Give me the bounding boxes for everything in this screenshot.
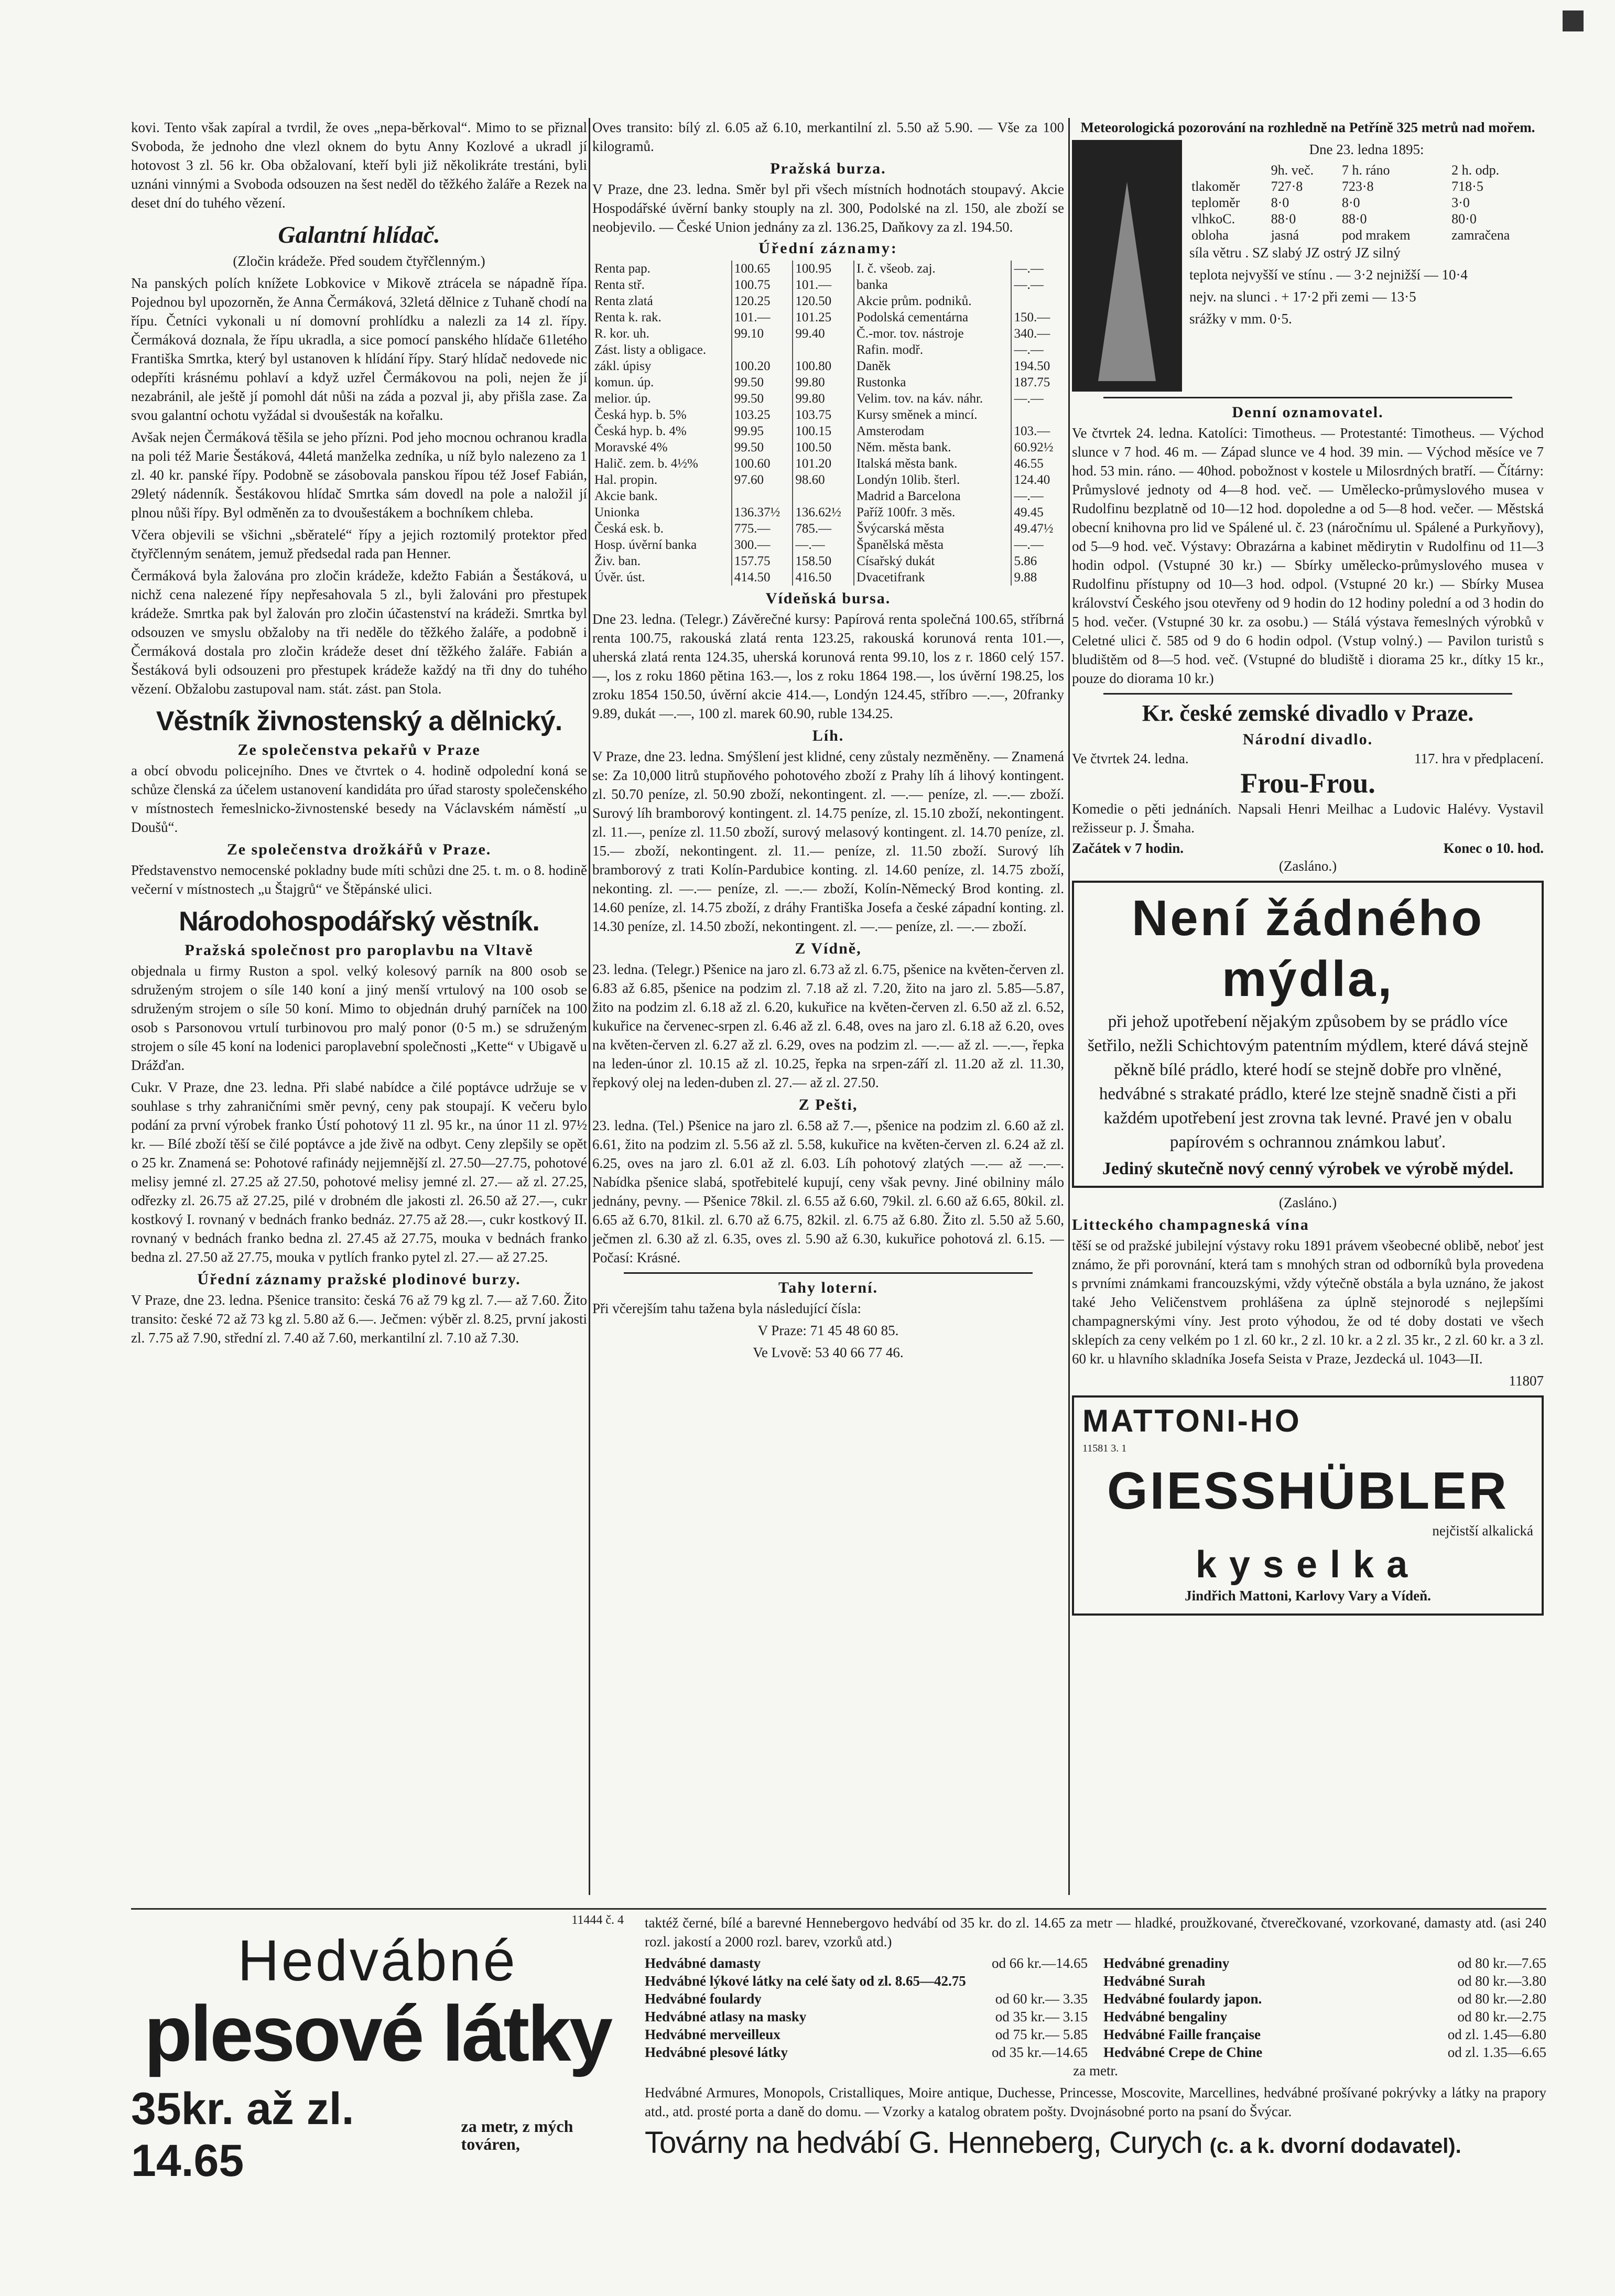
- weather-cell: vlhkoC.: [1191, 211, 1235, 226]
- stock-cell: Renta pap.: [592, 261, 732, 277]
- stock-cell: —.—: [1014, 278, 1044, 292]
- stock-cell: 60.92½: [1014, 440, 1054, 454]
- stock-cell: [1011, 293, 1064, 309]
- weather-cell: tlakoměr: [1191, 179, 1240, 194]
- stock-table: [592, 261, 1064, 586]
- fabric-name: Hedvábné plesové látky: [645, 2044, 788, 2060]
- za-metr: za metr.: [1073, 2063, 1118, 2078]
- fabric-item: [1103, 2008, 1546, 2026]
- stock-row: [592, 407, 1064, 423]
- stock-cell: 785.—: [793, 521, 854, 537]
- henneberg-intro: taktéž černé, bílé a barevné Hennebergovo hedvábí od 35 kr. do zl. 14.65 za metr — hladké, proužkované, čtverečkované, vzorkované, damasty atd. (asi 240 rozl. jakostí a 2000 rozl. barev, vzorků atd.): [645, 1915, 1546, 1950]
- column-3: [1072, 118, 1544, 1621]
- stock-cell: I. č. všeob. zaj.: [854, 261, 1011, 277]
- weather-row: [1189, 194, 1544, 211]
- tahy-lvov: Ve Lvově: 53 40 66 77 46.: [753, 1345, 904, 1360]
- stock-cell: Moravské 4%: [592, 439, 732, 456]
- stock-cell: Česká hyp. b. 4%: [592, 423, 732, 439]
- kyselka-subtitle: nejčistší alkalická: [1432, 1523, 1533, 1539]
- stock-cell: 99.50: [732, 439, 793, 456]
- heading-narodohospodarsky: Národohospodářský věstník.: [179, 906, 539, 937]
- stock-cell: 100.20: [732, 358, 793, 374]
- subheading-paroplavba: Pražská společnost pro paroplavbu na Vltavě: [185, 941, 534, 959]
- heading-tahy-loterni: Tahy loterní.: [778, 1279, 878, 1296]
- stock-cell: [732, 488, 793, 504]
- mattoni-address: Jindřich Mattoni, Karlovy Vary a Vídeň.: [1185, 1588, 1431, 1604]
- lih-paragraph: V Praze, dne 23. ledna. Smýšlení jest klidné, ceny zůstaly nezměněny. — Znamená se: Za 10,000 litrů stupňového pohotového zboží z Prahy líh á lihový kontingent. zl. 50.70 peníze, zl. 50.90 zboží, nekontingent. zl. —.— peníze, zl. —.— zboží. Surový líh bramborový kontingent. zl. 14.75 peníze, zl. 15.10 zboží, nekontingent. zl. 11.—, peníze zl. 11.50 zboží, surový melasový kontingent. zl. 14.70 peníze, zl. 15.— zboží, nekontingent. zl. 11.— peníze, zl. 11.50 zboží. Surový líh bramborový z trati Kolín-Pardubice konting. zl. 14.60 peníze, zl. 14.75 zboží, nekonting. zl. —.— peníze, zl. —.— zboží, Kolín-Německý Brod konting. zl. 14.60 peníze, zl. 14.75 zboží, z dráhy Františka Josefa a české západní konting. zl. 14.30 peníze, zl. 14.50 zboží, nekontingent. zl. —.— peníze, zl. —.— zboží.: [592, 749, 1064, 934]
- fabric-item: [645, 1954, 1088, 1972]
- met-temp-2: nejv. na slunci . + 17·2 při zemi — 13·5: [1189, 289, 1416, 305]
- weather-cell: 723·8: [1341, 179, 1374, 194]
- oves-paragraph: Oves transito: bílý zl. 6.05 až 6.10, merkantilní zl. 5.50 až 5.90. — Vše za 100 kilogramů.: [592, 120, 1064, 154]
- stock-cell: 5.86: [1014, 554, 1037, 568]
- fabric-list-left: [645, 1954, 1088, 2061]
- stock-cell: 136.37½: [732, 504, 793, 521]
- stock-row: [592, 374, 1064, 391]
- stock-cell: 99.95: [732, 423, 793, 439]
- heading-z-pesti: Z Pešti,: [798, 1096, 858, 1113]
- factory-subtitle: (c. a k. dvorní dodavatel).: [1209, 2135, 1461, 2158]
- heading-denni-oznamovatel: Denní oznamovatel.: [1232, 404, 1384, 421]
- stock-row: [592, 439, 1064, 456]
- fabric-name: Hedvábné Crepe de Chine: [1103, 2044, 1263, 2060]
- stock-cell: 99.80: [793, 374, 854, 391]
- price-range: 35kr. až zl. 14.65: [131, 2084, 354, 2186]
- stock-cell: [1011, 407, 1064, 423]
- stock-cell: 103.—: [1014, 424, 1050, 438]
- stock-cell: Č.-mor. tov. nástroje: [854, 326, 1011, 342]
- stock-cell: Česká hyp. b. 5%: [592, 407, 732, 423]
- stock-cell: 100.65: [732, 261, 793, 277]
- stock-cell: 98.60: [793, 472, 854, 488]
- stock-cell: Česká esk. b.: [592, 521, 732, 537]
- hedvabne-title: Hedvábné: [237, 1929, 517, 1993]
- heading-videnska-bursa: Vídeňská bursa.: [765, 590, 891, 607]
- weather-cell: teploměr: [1191, 195, 1240, 210]
- stock-cell: 416.50: [793, 569, 854, 586]
- champagne-number: 11807: [1509, 1373, 1544, 1389]
- mattoni-label: MATTONI-HO: [1082, 1403, 1302, 1438]
- stock-cell: 775.—: [732, 521, 793, 537]
- subheading-zlocin: (Zločin krádeže. Před soudem čtyřčlenným.): [233, 253, 485, 269]
- stock-cell: 101.—: [793, 277, 854, 293]
- met-time: 9h. več.: [1271, 163, 1314, 178]
- fabric-price: od zl. 1.45—6.80: [1447, 2027, 1546, 2042]
- stock-row: [592, 472, 1064, 488]
- weather-cell: pod mrakem: [1341, 228, 1411, 243]
- weather-cell: 88·0: [1341, 211, 1367, 226]
- stock-cell: 414.50: [732, 569, 793, 586]
- soap-advertisement: [1072, 881, 1544, 1188]
- stock-row: [592, 553, 1064, 569]
- factory-name: Továrny na hedvábí G. Henneberg, Curych: [645, 2126, 1202, 2160]
- weather-cell: 3·0: [1451, 195, 1470, 210]
- stock-cell: 120.25: [732, 293, 793, 309]
- stock-cell: 99.10: [732, 326, 793, 342]
- stock-cell: komun. úp.: [592, 374, 732, 391]
- z-vidne-paragraph: 23. ledna. (Telegr.) Pšenice na jaro zl. 6.73 až zl. 6.75, pšenice na květen-červen zl. 6.83 až 6.85, pšenice na podzim zl. 7.18 až zl. 7.20, žito na jaro zl. 5.85—5.87, žito na podzim zl. 6.18 až zl. 6.20, kukuřice na květen-červen zl. 6.50 až zl. 6.52, kukuřice na červenec-srpen zl. 6.46 až zl. 6.48, oves na jaro zl. 6.18 až 6.20, oves na květen-červen zl. 6.27 až zl. 6.29, oves na podzim zl. —.— až zl. —.—, řepka na leden-únor zl. 10.15 až zl. 10.25, řepka na srpen-září zl. 11.20 až zl. 11.30, řepkový olej na leden-duben zl. 27.— až zl. 27.50.: [592, 961, 1064, 1090]
- stock-cell: Hal. propin.: [592, 472, 732, 488]
- stock-cell: Švýcarská města: [854, 521, 1011, 537]
- heading-vestnik: Věstník živnostenský a dělnický.: [156, 706, 562, 737]
- fabric-name: Hedvábné grenadiny: [1103, 1955, 1230, 1971]
- hlidac-paragraph-2: Avšak nejen Čermáková těšila se jeho přízni. Pod jeho mocnou ochranou kradla na poli též Marie Šestáková, 44letá manželka zedníka, u níž bylo nalezeno za 1 zl. 40 kr. panské řípy. Podobně se zásobovala panskou řípou též Josef Fabián, 29letý nádenník. Šestákovou hlídač Smrtka sám dovedl na pole a naložil jí plnou nůši řípy. Byl odměněn za to dvoušestákem a bochníkem chleba.: [131, 429, 587, 521]
- weather-data: [1189, 140, 1544, 392]
- stock-cell: Živ. ban.: [592, 553, 732, 569]
- plesove-latky-title: plesové látky: [144, 1989, 611, 2077]
- fabric-name: Hedvábné foulardy japon.: [1103, 1991, 1262, 2007]
- weather-cell: 718·5: [1451, 179, 1483, 194]
- stock-row: [592, 261, 1064, 277]
- stock-cell: 120.50: [793, 293, 854, 309]
- fabric-price: od 80 kr.—7.65: [1457, 1955, 1546, 1971]
- subheading-plodinova-burza: Úřední záznamy pražské plodinové burzy.: [197, 1271, 521, 1288]
- fabric-item: [645, 2026, 1088, 2043]
- stock-cell: 103.75: [793, 407, 854, 423]
- play-description: Komedie o pěti jednáních. Napsali Henri Meilhac a Ludovic Halévy. Vystavil režisseur p. J. Šmaha.: [1072, 801, 1544, 836]
- fabric-price: od 35 kr.—14.65: [991, 2044, 1088, 2060]
- fabric-price: od 80 kr.—2.75: [1457, 2009, 1546, 2024]
- stock-cell: —.—: [1014, 489, 1044, 503]
- theatre-date-row: [1072, 751, 1544, 767]
- price-per: za metr, z mých továren,: [461, 2117, 573, 2153]
- column-2: [592, 118, 1064, 1365]
- weather-row: [1189, 211, 1544, 227]
- stock-cell: —.—: [1014, 392, 1044, 406]
- weather-cell: jasná: [1271, 228, 1299, 243]
- stock-cell: zákl. úpisy: [592, 358, 732, 374]
- stock-cell: Akcie bank.: [592, 488, 732, 504]
- fabric-price: od 66 kr.—14.65: [991, 1955, 1088, 1971]
- stock-cell: —.—: [793, 537, 854, 553]
- stock-cell: Italská města bank.: [854, 456, 1011, 472]
- stock-cell: Halič. zem. b. 4½%: [592, 456, 732, 472]
- fabric-price: od 35 kr.— 3.15: [995, 2009, 1088, 2024]
- stock-cell: 157.75: [732, 553, 793, 569]
- column-1: [131, 118, 587, 1350]
- stock-cell: 99.50: [732, 374, 793, 391]
- stock-cell: Madrid a Barcelona: [854, 488, 1011, 504]
- pekaru-paragraph: a obcí obvodu policejního. Dnes ve čtvrtek o 4. hodině odpolední koná se schůze členská za účelem ustanovení kandidáta pro úřad starosty společenského v místnostech řemeslnicko-živnostenské besedy na Václavském náměstí „u Doušů“.: [131, 763, 587, 835]
- z-pesti-paragraph: 23. ledna. (Tel.) Pšenice na jaro zl. 6.58 až 7.—, pšenice na podzim zl. 6.60 až zl. 6.61, žito na podzim zl. 5.56 až zl. 5.58, kukuřice na květen-červen zl. 6.24 až zl. 6.25, oves na jaro zl. 6.01 až zl. 6.03. Líh pohotový zlatých —.— až —.—. Nabídka pšenice slabá, spotřebitelé kupují, ceny však pevny. Jiné obilniny málo jednány, pevny. — Pšenice 78kil. zl. 6.55 až 6.60, 79kil. zl. 6.60 až 6.65, 80kil. zl. 6.65 až 6.70, 81kil. zl. 6.70 až 6.75, 82kil. zl. 6.75 až 6.80. Žito zl. 5.50 až 5.60, ječmen zl. 6.30 až zl. 6.35, oves zl. 5.90 až 6.30, kukuřice pohotová zl. 6.15. — Počasí: Krásné.: [592, 1118, 1064, 1265]
- stock-row: [592, 277, 1064, 293]
- corner-mark: [1563, 10, 1584, 31]
- stock-cell: Zást. listy a obligace.: [592, 342, 732, 358]
- fabric-price: od 80 kr.—2.80: [1457, 1991, 1546, 2007]
- fabric-name: Hedvábné atlasy na masky: [645, 2009, 807, 2024]
- henneberg-right: [645, 1913, 1546, 2186]
- stock-cell: R. kor. uh.: [592, 326, 732, 342]
- henneberg-left: [131, 1913, 624, 2186]
- fabric-name: Hedvábné lýkové látky na celé šaty od zl. 8.65—42.75: [645, 1973, 966, 1989]
- stock-cell: banka: [854, 277, 1011, 293]
- stock-cell: Císařský dukát: [854, 553, 1011, 569]
- stock-cell: Renta zlatá: [592, 293, 732, 309]
- stock-cell: 187.75: [1014, 375, 1050, 389]
- stock-cell: 124.40: [1014, 473, 1050, 487]
- weather-row: [1189, 178, 1544, 194]
- stock-cell: Úvěr. úst.: [592, 569, 732, 586]
- stock-cell: 150.—: [1014, 310, 1050, 324]
- met-time: 7 h. ráno: [1341, 163, 1390, 178]
- stock-row: [592, 569, 1064, 586]
- mattoni-advertisement: [1072, 1395, 1544, 1616]
- meteorology-heading: Meteorologická pozorování na rozhledně na Petříně 325 metrů nad mořem.: [1080, 120, 1535, 135]
- fabric-name: Hedvábné Surah: [1103, 1973, 1206, 1989]
- stock-cell: 158.50: [793, 553, 854, 569]
- stock-cell: Dvacetifrank: [854, 569, 1011, 586]
- fabric-item: [1103, 2043, 1546, 2061]
- tahy-praha: V Praze: 71 45 48 60 85.: [757, 1323, 899, 1338]
- stock-row: [592, 504, 1064, 521]
- stock-cell: 101.20: [793, 456, 854, 472]
- stock-cell: 100.15: [793, 423, 854, 439]
- armures-paragraph: Hedvábné Armures, Monopols, Cristalliques, Moire antique, Duchesse, Princesse, Moscovite, Marcellines, hedvábné prošívané pokrývky a látky na prapory atd., atd. prosté porta a daně do domu. — Vzorky a katalog obratem pošty. Dvojnásobné porto na psaní do Švýcar.: [645, 2085, 1546, 2119]
- stock-cell: Kursy směnek a mincí.: [854, 407, 1011, 423]
- fabric-list-right: [1103, 1954, 1546, 2061]
- heading-z-vidne: Z Vídně,: [795, 940, 862, 957]
- stock-row: [592, 358, 1064, 374]
- stock-row: [592, 456, 1064, 472]
- stock-cell: Akcie prům. podniků.: [854, 293, 1011, 309]
- fabric-item: [645, 2043, 1088, 2061]
- stock-cell: Londýn 10lib. šterl.: [854, 472, 1011, 488]
- fabric-item: [1103, 1954, 1546, 1972]
- fabric-name: Hedvábné bengaliny: [1103, 2009, 1228, 2024]
- stock-cell: 100.95: [793, 261, 854, 277]
- theatre-heading: Kr. české zemské divadlo v Praze.: [1142, 700, 1474, 726]
- weather-table: [1189, 162, 1544, 243]
- weather-cell: obloha: [1191, 228, 1229, 243]
- viden-paragraph: Dne 23. ledna. (Telegr.) Závěrečné kursy: Papírová renta společná 100.65, stříbrná renta 100.75, rakouská zlatá renta 123.25, rakouská korunová renta 101.—, uherská zlatá renta 124.35, uherská korunová renta 99.10, los z r. 1860 celý 157.—, los z roku 1860 pětina 163.—, los z roku 1864 198.—, los úvěrní 198.25, los zroku 1854 150.50, úvěrní akcie 414.—, Londýn 124.45, stříbro —.—, 20franky 9.89, dukát —.—, 100 zl. marek 60.90, ruble 134.25.: [592, 611, 1064, 721]
- stock-cell: melior. úp.: [592, 391, 732, 407]
- stock-cell: Unionka: [592, 504, 732, 521]
- hlidac-paragraph-4: Čermáková byla žalována pro zločin krádeže, kdežto Fabián a Šestáková, u nichž cena nalezené řípy nepřesahovala 5 zl., byli žalováni pro přestupek krádeže. Smrtka pak byl žalován pro zločin účastenství na krádeži. Smrtka byl odsouzen ve smyslu obžaloby na tři neděle do těžkého žaláře, a podobně i Čermáková dostala pro zločin krádeže deset dní těžkého žaláře. Fabián a Šestáková byli odsouzeni pro přestupek krádeže každý na tři dny do tuhého vězení. Obžalobu zastupoval nam. stát. zást. pan Stola.: [131, 568, 587, 697]
- stock-cell: 97.60: [732, 472, 793, 488]
- stock-cell: 194.50: [1014, 359, 1050, 373]
- subheading-drozkaru: Ze společenstva drožkářů v Praze.: [226, 841, 492, 858]
- stock-row: [592, 423, 1064, 439]
- fabric-item: [645, 2008, 1088, 2026]
- ad-code: 11444 č. 4: [571, 1913, 624, 1927]
- petrin-tower-illustration: [1072, 140, 1182, 392]
- play-title: Frou-Frou.: [1240, 767, 1375, 799]
- stock-cell: 136.62½: [793, 504, 854, 521]
- stock-cell: [732, 342, 793, 358]
- champagne-paragraph: těší se od pražské jubilejní výstavy roku 1891 právem všeobecné oblibě, neboť jest známo, že při porovnání, která tam s mnohých stran od odborníků byla provedena s prvními známkami francouzskými, vždy výtečně obstála a byla uznáno, že jakost také Jeho Veličenstvem prohlášena za úplně stejnorodé s nejlepšími champagnerskými víny. Jest proto výhodou, že od té doby dostati ve všech sklepích za ceny velkém po 1 zl. 60 kr., 2 zl. 10 kr. a 2 zl. 35 kr., 2 zl. 60 kr. a 3 zl. 60 kr. u hlavního skladníka Josefa Seista v Praze, Jezdecká ul. 1043—II.: [1072, 1238, 1544, 1367]
- stock-cell: 49.47½: [1014, 522, 1054, 536]
- fabric-price: od 60 kr.— 3.35: [995, 1991, 1088, 2007]
- heading-uredni-zaznamy: Úřední záznamy:: [758, 240, 898, 257]
- stock-cell: Hosp. úvěrní banka: [592, 537, 732, 553]
- fabric-item: [1103, 1972, 1546, 1990]
- weather-cell: 727·8: [1271, 179, 1303, 194]
- stock-cell: 100.50: [793, 439, 854, 456]
- stock-cell: 100.75: [732, 277, 793, 293]
- stock-cell: —.—: [1014, 343, 1044, 357]
- stock-cell: Něm. města bank.: [854, 439, 1011, 456]
- stock-cell: 99.50: [732, 391, 793, 407]
- weather-cell: zamračena: [1451, 228, 1510, 243]
- met-wind: síla větru . SZ slabý JZ ostrý JZ silný: [1189, 245, 1401, 261]
- met-srazky: srážky v mm. 0·5.: [1189, 311, 1292, 327]
- met-time: 2 h. odp.: [1451, 163, 1500, 178]
- price-row: [131, 2083, 624, 2187]
- play-start: Začátek v 7 hodin.: [1072, 840, 1184, 856]
- stock-cell: —.—: [1014, 262, 1044, 276]
- fabric-item: [1103, 1990, 1546, 2008]
- stock-cell: Rafin. modř.: [854, 342, 1011, 358]
- stock-cell: 99.40: [793, 326, 854, 342]
- stock-cell: Podolská cementárna: [854, 309, 1011, 326]
- theatre-play-number: 117. hra v předplacení.: [1414, 751, 1544, 766]
- fabric-price: od zl. 1.35—6.65: [1447, 2044, 1546, 2060]
- stock-cell: 9.88: [1014, 570, 1037, 584]
- hlidac-paragraph-1: Na panských polích knížete Lobkovice v Mikově ztrácela se nápadně řípa. Pojednou byl upozorněn, že Anna Čermáková, 32letá dělnice z Tuhaně chodí na řípu. Četníci vykonali u ní domovní prohlídku a nalezli za 14 zl. řípy. Čermáková doznala, že řípu ukradla, a sice pomocí panského hlídače 61letého Františka Smrtka, který byl ustanoven k hlídání řípy. Starý hlídač nedovede nic odepříti krásnému pohlaví a když uzřel Čermákovou na poli, nejen že jí nezabránil, ale ještě jí pomohl dát nůši na záda a pozval ji, aby přišla zase. Za svou galantní ochotu vyžádal si dvoušesták na kořalku.: [131, 275, 587, 423]
- stock-row: [592, 521, 1064, 537]
- factory-row: [645, 2125, 1546, 2160]
- stock-cell: 49.45: [1014, 505, 1044, 519]
- weather-cell: 8·0: [1271, 195, 1289, 210]
- weather-cell: 8·0: [1341, 195, 1360, 210]
- stock-cell: 101.25: [793, 309, 854, 326]
- giesshubler-title: GIESSHÜBLER: [1107, 1461, 1509, 1520]
- stock-cell: Velim. tov. na káv. náhr.: [854, 391, 1011, 407]
- fabric-price: od 80 kr.—3.80: [1457, 1973, 1546, 1989]
- subheading-pekaru: Ze společenstva pekařů v Praze: [237, 741, 481, 759]
- stock-row: [592, 537, 1064, 553]
- stock-row: [592, 293, 1064, 309]
- zaslano-label: (Zasláno.): [1278, 858, 1337, 874]
- stock-cell: Renta k. rak.: [592, 309, 732, 326]
- oznamovatel-paragraph: Ve čtvrtek 24. ledna. Katolíci: Timotheus. — Protestanté: Timotheus. — Východ slunce v 7 hod. 46 m. — Západ slunce ve 4 hod. 39 min. — Východ měsíce ve 7 hod. 53 min. ráno. — 40hod. pobožnost v kostele u Milosrdných bratří. — Čítárny: Průmyslové jednoty od 4—8 hod. več. — Umělecko-průmyslového musea v Rudolfinu bezplatně od 10—12 hod. dopoledne a od 5—8 hod. večer. — Městská obecní knihovna pro lid ve Spálené ul. č. 23 (náročnímu ul. Spálené a Purkyňovy), od 5—9 hod. več. Výstavy: Obrazárna a kabinet mědirytin v Rudolfinu od 11—3 hodin odpol. (Vstupné 30 kr.) — Sbírky umělecko-průmyslového musea v Rudolfinu přístupny od 10—3 hod. odpol. (Vstupné 20 kr.) — Sbírky Musea království Českého jsou otevřeny od 9 hodin do 12 hodiny polední a od 3 hodin do 5 hod. večer. (Vstupné 30 kr. za osobu.) — Stálá výstava řemeslných výrobků v Celetné ulici č. 585 od 9 do 6 hodin odpol. (Vstup volný.) — Pavilon turistů s bludištěm od 8—5 hod. več. (Vstupné do bludiště i diorama 25 kr., dítky 15 kr., pouze do diorama 10 kr.): [1072, 425, 1544, 686]
- kyselka-title: kyselka: [1195, 1544, 1421, 1586]
- separator: [1103, 397, 1512, 398]
- stock-row: [592, 326, 1064, 342]
- champagne-heading: Litteckého champagneská vína: [1072, 1216, 1309, 1233]
- stock-cell: Renta stř.: [592, 277, 732, 293]
- soap-footer: Jediný skutečně nový cenný výrobek ve výrobě mýdel.: [1102, 1159, 1514, 1178]
- stock-row: [592, 342, 1064, 358]
- fabric-name: Hedvábné merveilleux: [645, 2027, 781, 2042]
- theatre-date: Ve čtvrtek 24. ledna.: [1072, 751, 1189, 766]
- weather-row: [1189, 227, 1544, 243]
- fabric-name: Hedvábné foulardy: [645, 1991, 762, 2007]
- stock-cell: 340.—: [1014, 327, 1050, 341]
- fabric-lists: [645, 1954, 1546, 2061]
- play-times: [1072, 840, 1544, 857]
- column-rule-1: [589, 118, 590, 1895]
- henneberg-advertisement: [131, 1913, 1546, 2186]
- column-rule-2: [1068, 118, 1070, 1895]
- stock-cell: 99.80: [793, 391, 854, 407]
- fabric-item: [1103, 2026, 1546, 2043]
- hlidac-paragraph-3: Včera objevili se všichni „sběratelé“ řípy a jejich roztomilý protektor před čtyřčlenným senátem, jemuž předsedal rada pan Henner.: [131, 527, 587, 561]
- heading-galantni-hlidac: Galantní hlídač.: [278, 221, 440, 248]
- heading-lih: Líh.: [812, 727, 844, 744]
- stock-cell: Daněk: [854, 358, 1011, 374]
- drozkaru-paragraph: Představenstvo nemocenské pokladny bude míti schůzi dne 25. t. m. o 8. hodině večerní v místnostech „u Štajgrů“ ve Štěpánské ulici.: [131, 862, 587, 897]
- weather-block: [1072, 140, 1544, 392]
- zaslano-label-2: (Zasláno.): [1278, 1195, 1337, 1210]
- fabric-name: Hedvábné Faille française: [1103, 2027, 1261, 2042]
- stock-cell: Paříž 100fr. 3 měs.: [854, 504, 1011, 521]
- fabric-name: Hedvábné damasty: [645, 1955, 761, 1971]
- weather-cell: 80·0: [1451, 211, 1477, 226]
- met-temp-1: teplota nejvyšší ve stínu . — 3·2 nejnižší — 10·4: [1189, 267, 1468, 283]
- separator: [1103, 693, 1512, 695]
- bottom-ad-top-rule: [131, 1908, 1546, 1910]
- stock-cell: Španělská města: [854, 537, 1011, 553]
- stock-cell: Amsterodam: [854, 423, 1011, 439]
- tahy-intro: Při včerejším tahu tažena byla následující čísla:: [592, 1301, 861, 1316]
- play-end: Konec o 10. hod.: [1443, 840, 1544, 856]
- narodni-divadlo-label: Národní divadlo.: [1242, 731, 1373, 748]
- fabric-item: [645, 1990, 1088, 2008]
- paroplavba-paragraph: objednala u firmy Ruston a spol. velký kolesový parník na 800 osob se sdruženým strojem o síle 140 koní a jiný menší vrtulový na 100 osob se sdruženým strojem o síle 50 koní. Mimo to objednán druhý parníček na 100 osob s Parsonovou vrtulí turbinovou pro malý ponor (0·5 m.) se sdruženým strojem o síle 45 koní na lodenici paroplavební společnosti „Kette“ v Ubigavě u Drážďan.: [131, 963, 587, 1073]
- stock-row: [592, 309, 1064, 326]
- stock-row: [592, 391, 1064, 407]
- stock-cell: 101.—: [732, 309, 793, 326]
- stock-cell: 100.60: [732, 456, 793, 472]
- burza-paragraph: V Praze, dne 23. ledna. Směr byl při všech místních hodnotách stoupavý. Akcie Hospodářské úvěrní banky stouply na zl. 300, Podolské na zl. 150, ale zboží se neobjevilo. — České Union jednány za zl. 136.25, Daňkovy za zl. 194.50.: [592, 181, 1064, 235]
- plodinova-paragraph: V Praze, dne 23. ledna. Pšenice transito: česká 76 až 79 kg zl. 7.— až 7.60. Žito transito: české 72 až 73 kg zl. 5.80 až 6.—. Ječmen: výběr zl. 8.25, první jakosti zl. 7.75 až 7.90, střední zl. 7.40 až 7.60, merkantilní zl. 7.10 až 7.30.: [131, 1292, 587, 1346]
- stock-row: [592, 488, 1064, 504]
- fabric-item: [645, 1972, 1088, 1990]
- soap-headline: Není žádného mýdla,: [1131, 890, 1484, 1007]
- stock-cell: 300.—: [732, 537, 793, 553]
- separator: [624, 1272, 1033, 1274]
- weather-cell: 88·0: [1271, 211, 1296, 226]
- stock-cell: 46.55: [1014, 457, 1044, 471]
- mattoni-number: 11581 3. 1: [1082, 1443, 1127, 1454]
- heading-prazska-burza: Pražská burza.: [770, 160, 886, 177]
- stock-cell: Rustonka: [854, 374, 1011, 391]
- stock-cell: 103.25: [732, 407, 793, 423]
- stock-cell: [793, 342, 854, 358]
- stock-cell: [793, 488, 854, 504]
- intro-paragraph: kovi. Tento však zapíral a tvrdil, že oves „nepa-běrkoval“. Mimo to se přiznal Svoboda, že jednoho dne vlezl oknem do bytu Anny Kozlové a ukradl jí hotovost 3 zl. 56 kr. Oba obžalovaní, kteří byli již několikráte trestáni, byli uznáni vinnými a Svoboda odsouzen na šest neděl do těžkého žaláře a Rezek na deset dní do tuhého vězení.: [131, 120, 587, 211]
- stock-cell: —.—: [1014, 538, 1044, 552]
- cukr-paragraph: Cukr. V Praze, dne 23. ledna. Při slabé nabídce a čilé poptávce udržuje se v souhlase s trhy zahraničními směr pevný, ceny pak stoupají. K večeru bylo podání za první výrobek franko Ústí pohotový 11 zl. 95 kr., na únor 11 zl. 97½ kr. — Bílé zboží těší se čilé poptávce a jde živě na odbyt. Ceny zlepšily se opět o 25 kr. Znamená se: Pohotové rafinády nejjemnější zl. 27.50—27.75, pohotové melisy jemné zl. 27.25 až 27.50, pohotové melisy jemné zl. 27.— až zl. 27.25, odřezky zl. 26.75 až 27.25, pilé v drobném dle jakosti zl. 26.50 až 27.—, cukr kostkový I. rovnaný v bednách franko bednáz. 27.75 až 28.—, cukr kostkový II. rovnaný v bednách franko bedna zl. 27.45 až 27.75, mouka v bednách franko bedna zl. 27.50 až 27.75, mouka v pytlích franko pytel zl. 27.— až 27.25.: [131, 1079, 587, 1265]
- stock-cell: 100.80: [793, 358, 854, 374]
- met-date: Dne 23. ledna 1895:: [1309, 142, 1424, 157]
- soap-text: při jehož upotřebení nějakým způsobem by se prádlo více šetřilo, nežli Schichtovým patentním mýdlem, které dává stejně pěkně bílé prádlo, které hodí se stejně dobře pro vlněné, hedvábné s strakaté prádlo, které lze stejně snadně čisti a při každém upotřebení jest zrovna tak levné. Pravé jen v obalu papírovém s ochrannou známkou labuť.: [1087, 1012, 1529, 1152]
- fabric-price: od 75 kr.— 5.85: [995, 2027, 1088, 2042]
